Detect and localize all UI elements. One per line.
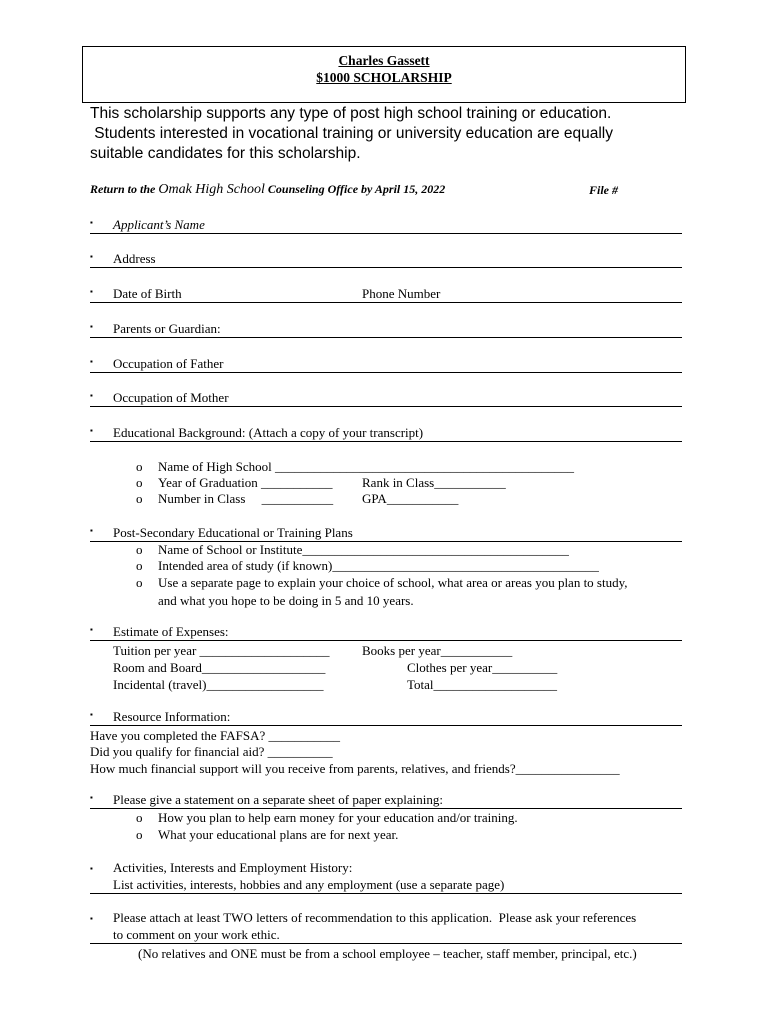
bullet-icon: ▪ (90, 526, 93, 535)
letters-line-2-row (90, 926, 682, 944)
post-secondary-field (90, 525, 682, 542)
bullet-icon: ▪ (90, 710, 93, 719)
statement-item-earn-money: o How you plan to help earn money for your education and/or training. (136, 810, 518, 825)
separate-page-instruction: o Use a separate page to explain your choice of school, what area or areas you plan to study, (136, 575, 628, 590)
activities-heading: ▪ Activities, Interests and Employment History: (90, 860, 353, 875)
intro-paragraph (90, 104, 690, 164)
bullet-icon: ▪ (90, 793, 93, 802)
dob-phone-field[interactable] (90, 286, 682, 303)
circle-bullet-icon: o (136, 810, 143, 825)
education-background-field[interactable] (90, 425, 682, 442)
bullet-icon: ▪ (90, 218, 93, 227)
intro-line-1: This scholarship supports any type of post high school training or education. (90, 105, 612, 122)
dob-label: Date of Birth (113, 286, 182, 301)
circle-bullet-icon: o (136, 475, 143, 490)
file-number-label: File # (589, 183, 618, 197)
return-suffix: Counseling Office by April 15, 2022 (264, 182, 446, 196)
room-board-line[interactable]: Room and Board___________________ (113, 660, 326, 675)
gpa-line[interactable]: GPA___________ (362, 491, 459, 506)
circle-bullet-icon: o (136, 459, 143, 474)
mother-occupation-label: Occupation of Mother (113, 390, 229, 405)
father-occupation-field[interactable] (90, 356, 682, 373)
clothes-line[interactable]: Clothes per year__________ (407, 660, 558, 675)
statement-field (90, 792, 682, 809)
bullet-icon: ▪ (90, 864, 93, 873)
parents-field[interactable] (90, 321, 682, 338)
books-line[interactable]: Books per year___________ (362, 643, 513, 658)
area-of-study-line[interactable]: o Intended area of study (if known)_________________________________________ (136, 558, 599, 573)
activities-line[interactable] (90, 876, 682, 894)
statement-label: Please give a statement on a separate sheet of paper explaining: (113, 792, 443, 807)
intro-line-3: suitable candidates for this scholarship. (90, 145, 361, 162)
circle-bullet-icon: o (136, 575, 143, 590)
high-school-name-line[interactable]: o Name of High School ______________________________________________ (136, 459, 574, 474)
circle-bullet-icon: o (136, 827, 143, 842)
bullet-icon: ▪ (90, 426, 93, 435)
letters-line-2: to comment on your work ethic. (113, 927, 280, 942)
statement-item-plans: o What your educational plans are for next year. (136, 827, 399, 842)
bullet-icon: ▪ (90, 625, 93, 634)
scholarship-name: Charles Gassett (338, 53, 430, 68)
parents-label: Parents or Guardian: (113, 321, 221, 336)
bullet-icon: ▪ (90, 252, 93, 261)
applicant-name-field[interactable] (90, 217, 682, 234)
mother-occupation-field[interactable] (90, 390, 682, 407)
father-occupation-label: Occupation of Father (113, 356, 224, 371)
letters-line-3: (No relatives and ONE must be from a school employee – teacher, staff member, principal, etc.) (138, 946, 637, 961)
circle-bullet-icon: o (136, 542, 143, 557)
separate-page-instruction-cont: and what you hope to be doing in 5 and 10 years. (158, 593, 414, 608)
bullet-icon: ▪ (90, 357, 93, 366)
resource-label: Resource Information: (113, 709, 231, 724)
address-label: Address (113, 251, 156, 266)
circle-bullet-icon: o (136, 558, 143, 573)
total-line[interactable]: Total___________________ (407, 677, 558, 692)
applicant-name-label: Applicant’s Name (113, 217, 205, 232)
activities-instruction: List activities, interests, hobbies and any employment (use a separate page) (113, 877, 505, 892)
address-field[interactable] (90, 251, 682, 268)
school-name: Omak High School (158, 182, 265, 197)
bullet-icon: ▪ (90, 391, 93, 400)
fafsa-question[interactable]: Have you completed the FAFSA? ___________ (90, 728, 340, 743)
institute-name-line[interactable]: o Name of School or Institute_________________________________________ (136, 542, 569, 557)
expenses-field (90, 624, 682, 641)
bullet-icon: ▪ (90, 287, 93, 296)
expenses-label: Estimate of Expenses: (113, 624, 229, 639)
rank-in-class-line[interactable]: Rank in Class___________ (362, 475, 506, 490)
post-secondary-label: Post-Secondary Educational or Training Plans (113, 525, 353, 540)
scholarship-title: $1000 SCHOLARSHIP (316, 70, 452, 85)
return-prefix: Return to the (90, 182, 159, 196)
circle-bullet-icon: o (136, 491, 143, 506)
letters-line-1: ▪ Please attach at least TWO letters of recommendation to this application. Please ask your references (90, 910, 637, 925)
intro-line-2: Students interested in vocational training or university education are equally (90, 125, 614, 142)
resource-field (90, 709, 682, 726)
incidental-line[interactable]: Incidental (travel)__________________ (113, 677, 324, 692)
phone-label: Phone Number (362, 286, 441, 301)
number-in-class-line[interactable]: o Number in Class ___________ (136, 491, 334, 506)
financial-aid-question[interactable]: Did you qualify for financial aid? __________ (90, 744, 333, 759)
education-background-label: Educational Background: (Attach a copy of your transcript) (113, 425, 424, 440)
tuition-line[interactable]: Tuition per year ____________________ (113, 643, 330, 658)
bullet-icon: ▪ (90, 914, 93, 923)
header-box (82, 46, 686, 103)
financial-support-question[interactable]: How much financial support will you receive from parents, relatives, and friends?________________ (90, 761, 620, 776)
bullet-icon: ▪ (90, 322, 93, 331)
graduation-year-line[interactable]: o Year of Graduation ___________ (136, 475, 333, 490)
